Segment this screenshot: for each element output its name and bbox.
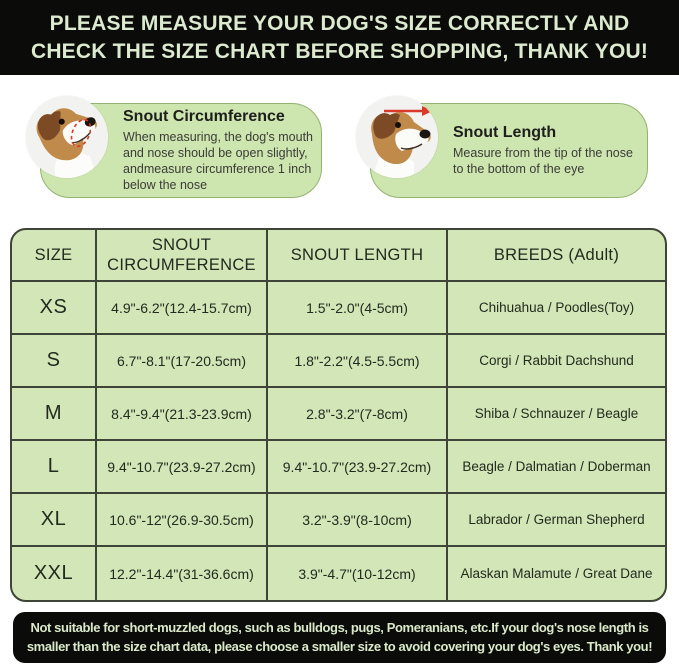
bottom-banner-line-2: smaller than the size chart data, please choose a smaller size to avoid covering your dog's eyes. Thank you! (26, 639, 653, 654)
table-cell-circumference: 6.7"-8.1"(17-20.5cm) (97, 335, 268, 388)
column-header-size: SIZE (12, 230, 97, 282)
table-cell-breeds: Chihuahua / Poodles(Toy) (448, 282, 665, 335)
snout-circumference-description: When measuring, the dog's mouth and nose should be open slightly, andmeasure circumference 1 inch below the nose (123, 130, 313, 192)
table-cell-length: 3.2"-3.9"(8-10cm) (268, 494, 448, 547)
snout-circumference-title: Snout Circumference (123, 108, 285, 125)
table-cell-length: 2.8"-3.2"(7-8cm) (268, 388, 448, 441)
table-cell-size: S (12, 335, 97, 388)
bottom-banner-line-1: Not suitable for short-muzzled dogs, such as bulldogs, pugs, Pomeranians, etc.If your dog's nose length is (30, 620, 649, 635)
table-cell-circumference: 10.6"-12"(26.9-30.5cm) (97, 494, 268, 547)
table-cell-breeds: Corgi / Rabbit Dachshund (448, 335, 665, 388)
dog-photo-circumference (26, 96, 108, 178)
table-cell-circumference: 4.9"-6.2"(12.4-15.7cm) (97, 282, 268, 335)
snout-length-title: Snout Length (453, 124, 557, 141)
size-chart-table (10, 228, 667, 602)
table-cell-circumference: 8.4"-9.4"(21.3-23.9cm) (97, 388, 268, 441)
dog-photo-length (356, 96, 438, 178)
top-banner-line-1: PLEASE MEASURE YOUR DOG'S SIZE CORRECTLY AND (49, 12, 630, 35)
table-cell-size: L (12, 441, 97, 494)
table-cell-breeds: Alaskan Malamute / Great Dane (460, 566, 653, 581)
table-cell-length: 1.8"-2.2"(4.5-5.5cm) (268, 335, 448, 388)
column-header-snout-length: SNOUT LENGTH (268, 230, 448, 282)
table-cell-size: M (12, 388, 97, 441)
snout-length-description: Measure from the tip of the nose to the bottom of the eye (453, 146, 633, 176)
table-cell-size: XXL (12, 547, 97, 600)
table-cell-length: 1.5"-2.0"(4-5cm) (268, 282, 448, 335)
table-cell-circumference: 12.2"-14.4"(31-36.6cm) (97, 547, 268, 600)
table-cell-length: 3.9"-4.7"(10-12cm) (268, 547, 448, 600)
top-warning-banner (0, 0, 679, 75)
dog-head-icon (26, 96, 108, 178)
bottom-notice-banner (13, 612, 666, 663)
table-cell-breeds: Labrador / German Shepherd (448, 494, 665, 547)
table-cell-breeds: Shiba / Schnauzer / Beagle (448, 388, 665, 441)
column-header-breeds: BREEDS (Adult) (448, 230, 665, 282)
dog-head-icon (356, 96, 438, 178)
top-banner-line-2: CHECK THE SIZE CHART BEFORE SHOPPING, THANK YOU! (30, 40, 649, 63)
column-header-snout-circumference: SNOUT CIRCUMFERENCE (97, 230, 268, 282)
table-cell-length: 9.4"-10.7"(23.9-27.2cm) (268, 441, 448, 494)
table-cell-breeds: Beagle / Dalmatian / Doberman (448, 441, 665, 494)
table-cell-size: XL (12, 494, 97, 547)
table-cell-size: XS (12, 282, 97, 335)
table-cell-circumference: 9.4"-10.7"(23.9-27.2cm) (97, 441, 268, 494)
